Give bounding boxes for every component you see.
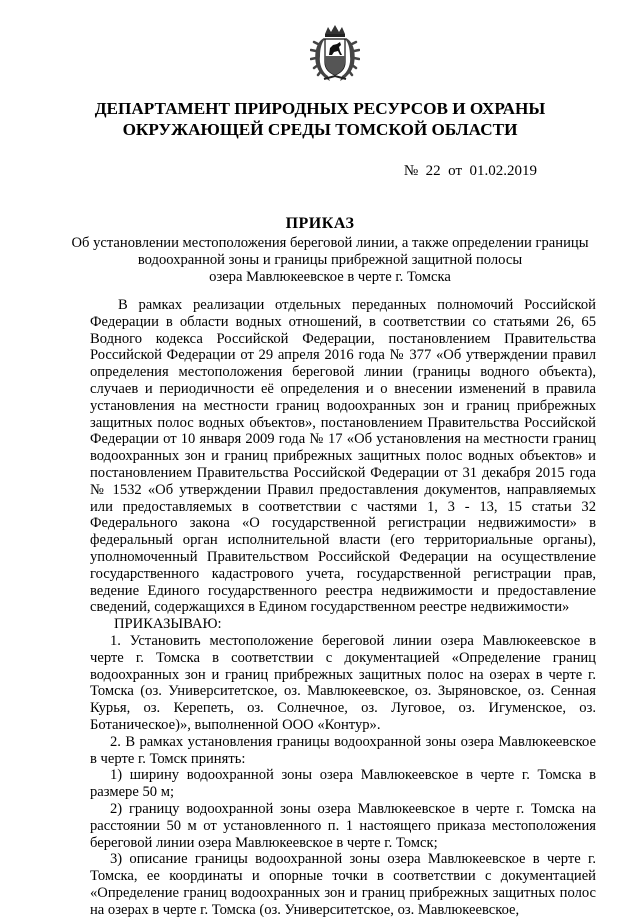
order-word: ПРИКАЗЫВАЮ: [114,616,222,633]
department-name-line1: ДЕПАРТАМЕНТ ПРИРОДНЫХ РЕСУРСОВ И ОХРАНЫ [94,99,546,118]
document-date: 01.02.2019 [469,163,537,179]
preamble-paragraph: В рамках реализации отдельных переданных полномочий Российской Федерации в области водных отношений, в соответствии со статьями 26, 65 Водного кодекса Российской Федерации, постановлением Правительства Российской Федерации от 29 апреля 2016 года № 377 «Об утверждении правил определения местоположения береговой линии (границы водного объекта), случаев и периодичности её определения и о внесении изменений в правила установления на местности границ водоохранных зон и границ прибрежных защитных полос водных объектов», постановлением Правительства Российской Федерации от 10 января 2009 года № 17 «Об установления на местности границ водоохранных зон и границ прибрежных защитных полос водных объектов» и постановлением Правительства Российской Федерации от 31 декабря 2015 года № 1532 «Об утверждении Правил предоставления документов, направляемых или предоставляемых в соответствии с частями 1, 3 - 13, 15 статьи 32 Федерального закона «О государственной регистрации недвижимости» в федеральный орган исполнительной власти (его территориальные органы), уполномоченный Правительством Российской Федерации на осуществление государственного кадастрового учета, государственной регистрации прав, ведение Единого государственного реестра недвижимости и предоставление сведений, содержащихся в Едином государственном реестре недвижимости» [90,297,596,616]
order-subitem-2-2: 2) границу водоохранной зоны озера Мавлюкеевское в черте г. Томска на расстоянии 50 м от установленного п. 1 настоящего приказа местоположения береговой линии озера Мавлюкеевское в черте г. Томск; [90,800,596,851]
department-name-line2: ОКРУЖАЮЩЕЙ СРЕДЫ ТОМСКОЙ ОБЛАСТИ [122,120,518,139]
number-prefix: № [403,163,419,179]
date-prefix: от [448,163,462,179]
document-body [90,297,596,918]
order-item-2: 2. В рамках установления границы водоохранной зоны озера Мавлюкеевское в черте г. Томск принять: [90,733,596,767]
tomsk-coat-of-arms-emblem [310,24,360,84]
order-subitem-2-3: 3) описание границы водоохранной зоны озера Мавлюкеевское в черте г. Томска, ее координаты и опорные точки в соответствии с документацией «Определение границ водоохранных зон и границ прибрежных защитных полос на озерах в черте г. Томска (оз. Университетское, оз. Мавлюкеевское, [90,851,596,918]
subject-line: водоохранной зоны и границы прибрежной защитной полосы [137,252,523,268]
document-subject [60,235,600,286]
document-number: 22 [425,163,441,179]
order-item-1: 1. Установить местоположение береговой линии озера Мавлюкеевское в черте г. Томска в соответствии с документацией «Определение границ водоохранных зон и границ прибрежных защитных полос на озерах в черте г. Томска (оз. Университетское, оз. Мавлюкеевское, оз. Зыряновское, оз. Сенная Курья, оз. Керепеть, оз. Солнечное, оз. Луговое, оз. Игуменское, оз. Ботаническое)», выполненной ООО «Контур». [90,632,596,733]
subject-line: озера Мавлюкеевское в черте г. Томска [209,269,451,285]
document-type-title: ПРИКАЗ [285,215,355,232]
subject-line: Об установлении местоположения береговой линии, а также определении границы [71,235,589,251]
order-subitem-2-1: 1) ширину водоохранной зоны озера Мавлюкеевское в черте г. Томска в размере 50 м; [90,767,596,801]
document-number-date [404,163,537,180]
